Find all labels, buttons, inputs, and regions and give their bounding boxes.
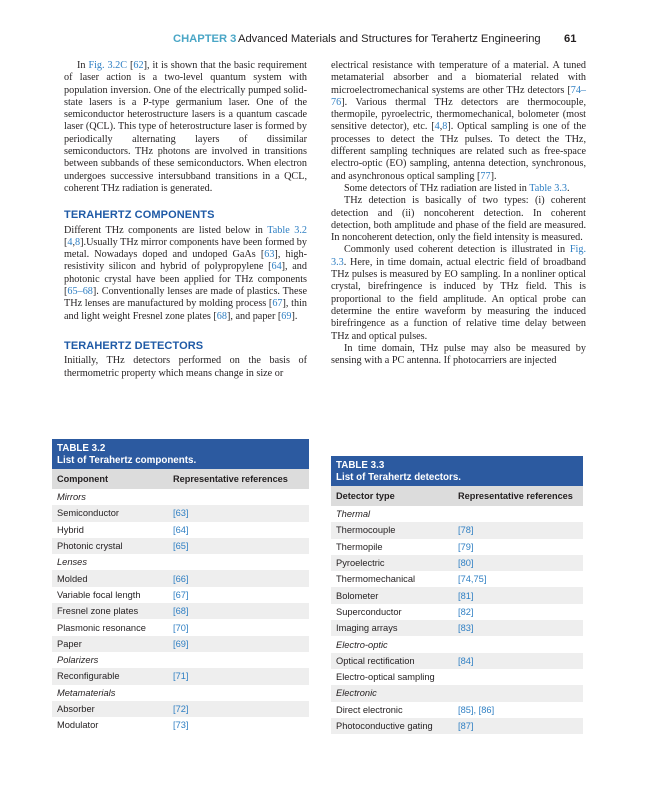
table-label: TABLE 3.3 — [336, 460, 385, 471]
table-row — [52, 538, 309, 554]
table-cell-item: Optical rectification — [336, 655, 415, 666]
reference-link[interactable]: [74,75] — [458, 574, 487, 585]
table-row — [52, 587, 309, 603]
table-row — [52, 603, 309, 619]
table-row — [331, 587, 583, 603]
table-cell-item: Thermomechanical — [336, 574, 416, 585]
table-cell-item: Paper — [57, 638, 82, 649]
table-cell-item: Molded — [57, 573, 88, 584]
table-cell-item: Semiconductor — [57, 508, 120, 519]
reference-link[interactable]: [64] — [173, 524, 189, 535]
reference-link[interactable]: [71] — [173, 671, 189, 682]
table-cell-references — [173, 525, 189, 535]
table-cell-item: Direct electronic — [336, 704, 403, 715]
reference-link[interactable]: [85], [86] — [458, 704, 495, 715]
table-row — [52, 636, 309, 652]
citation-link[interactable]: 77 — [480, 170, 491, 182]
table-cell-references — [458, 574, 486, 584]
table-title: List of Terahertz components. — [57, 454, 197, 466]
table-cell-references — [173, 541, 189, 551]
table-cell-item: Thermal — [336, 509, 371, 520]
table-cell-item: Metamaterials — [57, 687, 116, 698]
citation-link[interactable]: 74–76 — [331, 84, 586, 108]
table-title: List of Terahertz detectors. — [336, 471, 462, 483]
table-row — [331, 522, 583, 538]
section-heading-detectors: TERAHERTZ DETECTORS — [64, 339, 204, 352]
table-cell-references — [173, 671, 189, 681]
table-cell-item: Pyroelectric — [336, 558, 385, 569]
citation-link[interactable]: 4 — [434, 121, 440, 133]
table-cell-item: Plasmonic resonance — [57, 622, 146, 633]
reference-link[interactable]: [68] — [173, 606, 189, 617]
citation-link[interactable]: 64 — [271, 261, 282, 273]
column-header: Component — [57, 474, 109, 484]
paragraph: electrical resistance with temperature of a material. A tuned metamaterial absorber and a biomaterial related with microelectromechanical systems are other THz detectors [74–76]. Various thermal THz detectors are thermocouple, thermopile, pyroelectric, thermomechanical, bolometer (most sensitive detector), etc. [4,8]. Optical sampling is one of the processes to detect the THz pulses. To detect the THz, different sampling techniques are related such as free-space electro-optic (EO) sampling, antenna detection, synchronous, and asynchronous optical sampling [77]. — [331, 60, 586, 182]
table-cell-item: Electro-optical sampling — [336, 672, 435, 683]
table-cell-references — [173, 720, 189, 730]
table-cell-references — [458, 558, 474, 568]
reference-link[interactable]: [80] — [458, 558, 474, 569]
table-row — [52, 701, 309, 717]
table-subheading-row — [52, 652, 309, 668]
table-cell-item: Reconfigurable — [57, 671, 120, 682]
table-row — [52, 570, 309, 586]
table-cell-item: Photonic crystal — [57, 541, 123, 552]
citation-link[interactable]: Table 3.3 — [529, 182, 567, 194]
reference-link[interactable]: [70] — [173, 622, 189, 633]
table-subheading-row — [52, 489, 309, 505]
table-label: TABLE 3.2 — [57, 443, 106, 454]
reference-link[interactable]: [72] — [173, 704, 189, 714]
reference-link[interactable]: [73] — [173, 720, 189, 731]
table-cell-item: Thermocouple — [336, 525, 396, 536]
column-header: Representative references — [173, 474, 288, 484]
table-cell-references — [173, 623, 189, 633]
table-cell-references — [458, 656, 474, 666]
reference-link[interactable]: [65] — [173, 541, 189, 552]
table-row — [52, 522, 309, 538]
table-row — [331, 604, 583, 620]
chapter-label: CHAPTER 3 — [173, 33, 237, 45]
table-row — [331, 571, 583, 587]
reference-link[interactable]: [69] — [173, 638, 189, 649]
table-row — [331, 620, 583, 636]
page-number: 61 — [564, 33, 577, 45]
reference-link[interactable]: [63] — [173, 508, 189, 519]
table-row — [331, 555, 583, 571]
table-caption — [52, 439, 309, 469]
citation-link[interactable]: 65–68 — [67, 286, 93, 298]
table-caption — [331, 456, 583, 486]
table-cell-references — [458, 542, 474, 552]
table-cell-references — [173, 606, 189, 616]
table-cell-references — [458, 623, 474, 633]
table-cell-item: Fresnel zone plates — [57, 606, 139, 617]
table-row — [331, 669, 583, 685]
table-cell-item: Hybrid — [57, 524, 84, 535]
table-row — [331, 539, 583, 555]
citation-link[interactable]: Table 3.2 — [267, 224, 307, 236]
table-cell-references — [458, 607, 474, 617]
table-header-row — [52, 469, 309, 489]
table-header-row — [331, 486, 583, 506]
table-cell-references — [173, 639, 189, 649]
table-cell-item: Absorber — [57, 704, 95, 714]
paragraph: Some detectors of THz radiation are listed in Table 3.3. — [344, 182, 570, 194]
table-cell-item: Electronic — [336, 688, 377, 699]
table-subheading-row — [331, 636, 583, 652]
table-subheading-row — [52, 685, 309, 701]
reference-link[interactable]: [79] — [458, 541, 474, 552]
table-cell-item: Mirrors — [57, 492, 86, 503]
table-row — [52, 619, 309, 635]
table-cell-references — [458, 721, 474, 731]
table-cell-references — [458, 591, 474, 601]
table-row — [331, 702, 583, 718]
table-3-3 — [331, 456, 583, 734]
citation-link[interactable]: 63 — [264, 249, 275, 261]
citation-link[interactable]: 69 — [281, 310, 292, 322]
right-column — [331, 60, 586, 367]
table-cell-references — [173, 574, 189, 584]
paragraph: In Fig. 3.2C [62], it is shown that the basic requirement of laser action is a two-level quantum system with population inversion. One of the electrically pumped solid-state lasers is a P-type germanium laser. One of the semiconductor heterostructure lasers is a quantum cascade laser (QCL). This type of heterostructure laser is formed by periodically alternating layers of dissimilar semiconductors. THz photons are involved in transitions between subbands of these semiconductors. When electron undergoes successive intersubband transitions in a QCL, coherent THz radiation is generated. — [64, 60, 307, 194]
table-body — [52, 489, 309, 733]
chapter-title: Advanced Materials and Structures for Terahertz Engineering — [238, 33, 541, 45]
table-cell-references — [173, 704, 189, 714]
column-header: Representative references — [458, 491, 573, 501]
table-cell-item: Imaging arrays — [336, 623, 398, 634]
table-subheading-row — [331, 685, 583, 701]
section-heading-components: TERAHERTZ COMPONENTS — [64, 209, 215, 222]
table-subheading-row — [52, 554, 309, 570]
table-cell-item: Thermopile — [336, 541, 383, 552]
reference-link[interactable]: [66] — [173, 573, 189, 584]
paragraph: Different THz components are listed below in Table 3.2 [4,8].Usually THz mirror components have been formed by metal. Nowadays doped and undoped GaAs [63], high-resistivity silicon and hybrid of polypropylene [64], and photonic crystal have been applied for THz components [65–68]. Conventionally lenses are made of plastics. These THz lenses are manufactured by molding process [67], thin and light weight Fresnel zone plates [68], and paper [69]. — [64, 224, 307, 322]
column-header: Detector type — [336, 491, 395, 501]
table-subheading-row — [331, 506, 583, 522]
table-cell-item: Superconductor — [336, 606, 402, 617]
paragraph: Commonly used coherent detection is illustrated in Fig. 3.3. Here, in time domain, actual electric field of broadband THz pulses is measured by EO sampling. In a nonliner optical crystal, birefringence is induced by THz field. This is proportional to the field amplitude. An optical probe can determine the entire waveform by measuring the induced birefringence as a function of relative time delay between THz and optical pulses. — [331, 244, 586, 342]
table-row — [331, 653, 583, 669]
reference-link[interactable]: [67] — [173, 589, 189, 600]
table-row — [52, 505, 309, 521]
citation-link[interactable]: 4 — [67, 236, 73, 248]
table-cell-item: Modulator — [57, 720, 99, 731]
citation-link[interactable]: 8 — [75, 236, 81, 248]
reference-link[interactable]: [84] — [458, 655, 474, 666]
table-cell-item: Lenses — [57, 557, 87, 568]
table-row — [52, 717, 309, 733]
table-cell-item: Polarizers — [57, 655, 99, 666]
table-cell-references — [458, 705, 494, 715]
citation-link[interactable]: Fig. 3.2C — [88, 60, 128, 71]
table-cell-references — [458, 525, 474, 535]
table-row — [52, 668, 309, 684]
running-header — [0, 33, 648, 47]
paragraph: In time domain, THz pulse may also be measured by sensing with a PC antenna. If photocarriers are injected — [331, 342, 586, 367]
table-cell-item: Photoconductive gating — [336, 721, 433, 731]
table-row — [331, 718, 583, 734]
reference-link[interactable]: [87] — [458, 721, 474, 731]
table-cell-references — [173, 590, 189, 600]
reference-link[interactable]: [81] — [458, 590, 474, 601]
left-column — [64, 60, 307, 380]
citation-link[interactable]: Fig. 3.3 — [331, 244, 586, 268]
table-cell-item: Electro-optic — [336, 639, 388, 650]
reference-link[interactable]: [83] — [458, 623, 474, 634]
paragraph: Initially, THz detectors performed on the basis of thermometric property which means change in size or — [64, 355, 307, 379]
citation-link[interactable]: 8 — [442, 121, 448, 133]
reference-link[interactable]: [82] — [458, 606, 474, 617]
citation-link[interactable]: 68 — [216, 310, 227, 322]
citation-link[interactable]: 67 — [272, 298, 283, 310]
reference-link[interactable]: [78] — [458, 525, 474, 536]
table-3-2 — [52, 439, 309, 733]
table-cell-item: Bolometer — [336, 590, 379, 601]
citation-link[interactable]: 62 — [133, 60, 144, 71]
paragraph: THz detection is basically of two types: (i) coherent detection and (ii) noncoherent detection. In coherent detection, both amplitude and phase of the field are measured. In noncoherent detection, only the field intensity is measured. — [331, 195, 586, 244]
table-cell-item: Variable focal length — [57, 589, 141, 600]
table-body — [331, 506, 583, 734]
table-cell-references — [173, 508, 189, 518]
